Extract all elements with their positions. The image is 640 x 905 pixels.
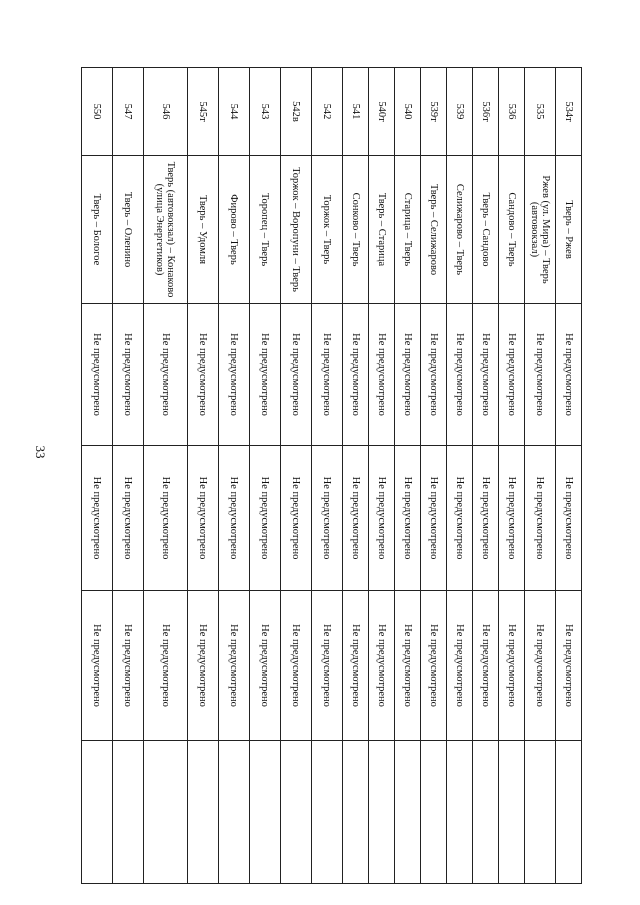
value-cell: Не предусмотрено xyxy=(473,591,499,741)
value-cell: Не предусмотрено xyxy=(250,304,281,446)
value-cell: Не предусмотрено xyxy=(188,591,219,741)
value-cell: Не предусмотрено xyxy=(250,446,281,591)
value-cell: Не предусмотрено xyxy=(281,591,312,741)
value-cell: Не предусмотрено xyxy=(447,304,473,446)
value-cell: Не предусмотрено xyxy=(499,304,525,446)
value-cell: Не предусмотрено xyxy=(281,304,312,446)
route-name-cell: Тверь (автовокзал) – Конаково (улица Энергетиков) xyxy=(144,156,188,304)
value-cell: Не предусмотрено xyxy=(447,591,473,741)
table-row xyxy=(395,68,421,884)
route-name-cell: Тверь – Бологое xyxy=(82,156,113,304)
table-row xyxy=(499,68,525,884)
empty-cell xyxy=(421,741,447,884)
table-row xyxy=(369,68,395,884)
value-cell: Не предусмотрено xyxy=(343,446,369,591)
value-cell: Не предусмотрено xyxy=(395,446,421,591)
table-row xyxy=(113,68,144,884)
route-number-cell: 540 xyxy=(395,68,421,156)
value-cell: Не предусмотрено xyxy=(473,446,499,591)
value-cell: Не предусмотрено xyxy=(395,591,421,741)
value-cell: Не предусмотрено xyxy=(343,304,369,446)
empty-cell xyxy=(473,741,499,884)
route-number-cell: 544 xyxy=(219,68,250,156)
value-cell: Не предусмотрено xyxy=(525,591,556,741)
empty-cell xyxy=(144,741,188,884)
table-row xyxy=(447,68,473,884)
table-row xyxy=(525,68,556,884)
route-name-cell: Тверь – Оленино xyxy=(113,156,144,304)
table-row xyxy=(281,68,312,884)
value-cell: Не предусмотрено xyxy=(188,446,219,591)
route-number-cell: 546 xyxy=(144,68,188,156)
table-row xyxy=(473,68,499,884)
route-name-cell: Селижарово – Тверь xyxy=(447,156,473,304)
route-name-cell: Фирово – Тверь xyxy=(219,156,250,304)
value-cell: Не предусмотрено xyxy=(144,591,188,741)
empty-cell xyxy=(113,741,144,884)
value-cell: Не предусмотрено xyxy=(473,304,499,446)
empty-cell xyxy=(525,741,556,884)
value-cell: Не предусмотрено xyxy=(369,446,395,591)
route-number-cell: 545т xyxy=(188,68,219,156)
table-row xyxy=(144,68,188,884)
route-number-cell: 535 xyxy=(525,68,556,156)
route-name-cell: Тверь – Старица xyxy=(369,156,395,304)
empty-cell xyxy=(369,741,395,884)
route-name-cell: Тверь – Селижарово xyxy=(421,156,447,304)
value-cell: Не предусмотрено xyxy=(369,591,395,741)
empty-cell xyxy=(499,741,525,884)
route-number-cell: 539т xyxy=(421,68,447,156)
value-cell: Не предусмотрено xyxy=(312,591,343,741)
route-number-cell: 542в xyxy=(281,68,312,156)
value-cell: Не предусмотрено xyxy=(421,446,447,591)
empty-cell xyxy=(82,741,113,884)
route-number-cell: 541 xyxy=(343,68,369,156)
route-number-cell: 536 xyxy=(499,68,525,156)
value-cell: Не предусмотрено xyxy=(421,304,447,446)
route-name-cell: Ржев (ул. Мира) – Тверь (автовокзал) xyxy=(525,156,556,304)
empty-cell xyxy=(395,741,421,884)
empty-cell xyxy=(219,741,250,884)
value-cell: Не предусмотрено xyxy=(525,446,556,591)
empty-cell xyxy=(312,741,343,884)
value-cell: Не предусмотрено xyxy=(219,304,250,446)
value-cell: Не предусмотрено xyxy=(219,591,250,741)
route-name-cell: Сандово – Тверь xyxy=(499,156,525,304)
empty-cell xyxy=(250,741,281,884)
table-row xyxy=(188,68,219,884)
route-name-cell: Сонково – Тверь xyxy=(343,156,369,304)
value-cell: Не предусмотрено xyxy=(82,591,113,741)
value-cell: Не предусмотрено xyxy=(113,304,144,446)
value-cell: Не предусмотрено xyxy=(250,591,281,741)
route-number-cell: 550 xyxy=(82,68,113,156)
value-cell: Не предусмотрено xyxy=(82,446,113,591)
empty-cell xyxy=(281,741,312,884)
table-row xyxy=(421,68,447,884)
route-number-cell: 547 xyxy=(113,68,144,156)
value-cell: Не предусмотрено xyxy=(144,446,188,591)
route-name-cell: Торжок – Тверь xyxy=(312,156,343,304)
value-cell: Не предусмотрено xyxy=(312,446,343,591)
route-name-cell: Тверь – Удомля xyxy=(188,156,219,304)
route-name-cell: Тверь – Ржев xyxy=(556,156,582,304)
route-table xyxy=(81,67,582,884)
empty-cell xyxy=(188,741,219,884)
table-row xyxy=(556,68,582,884)
value-cell: Не предусмотрено xyxy=(82,304,113,446)
route-number-cell: 540т xyxy=(369,68,395,156)
empty-cell xyxy=(556,741,582,884)
value-cell: Не предусмотрено xyxy=(556,591,582,741)
value-cell: Не предусмотрено xyxy=(447,446,473,591)
value-cell: Не предусмотрено xyxy=(144,304,188,446)
table-row xyxy=(219,68,250,884)
table-row xyxy=(250,68,281,884)
value-cell: Не предусмотрено xyxy=(188,304,219,446)
value-cell: Не предусмотрено xyxy=(113,591,144,741)
empty-cell xyxy=(447,741,473,884)
table-row xyxy=(82,68,113,884)
value-cell: Не предусмотрено xyxy=(556,446,582,591)
value-cell: Не предусмотрено xyxy=(369,304,395,446)
value-cell: Не предусмотрено xyxy=(499,446,525,591)
value-cell: Не предусмотрено xyxy=(312,304,343,446)
route-name-cell: Торопец – Тверь xyxy=(250,156,281,304)
value-cell: Не предусмотрено xyxy=(113,446,144,591)
route-number-cell: 542 xyxy=(312,68,343,156)
value-cell: Не предусмотрено xyxy=(343,591,369,741)
value-cell: Не предусмотрено xyxy=(281,446,312,591)
value-cell: Не предусмотрено xyxy=(525,304,556,446)
table-row xyxy=(343,68,369,884)
value-cell: Не предусмотрено xyxy=(219,446,250,591)
value-cell: Не предусмотрено xyxy=(556,304,582,446)
route-name-cell: Тверь – Сандово xyxy=(473,156,499,304)
value-cell: Не предусмотрено xyxy=(499,591,525,741)
route-number-cell: 536т xyxy=(473,68,499,156)
route-number-cell: 534т xyxy=(556,68,582,156)
value-cell: Не предусмотрено xyxy=(421,591,447,741)
route-number-cell: 543 xyxy=(250,68,281,156)
route-name-cell: Торжок – Воропуни – Тверь xyxy=(281,156,312,304)
value-cell: Не предусмотрено xyxy=(395,304,421,446)
route-number-cell: 539 xyxy=(447,68,473,156)
route-name-cell: Старица – Тверь xyxy=(395,156,421,304)
empty-cell xyxy=(343,741,369,884)
route-table-container xyxy=(90,67,582,883)
page-number: 33 xyxy=(33,445,48,459)
table-row xyxy=(312,68,343,884)
